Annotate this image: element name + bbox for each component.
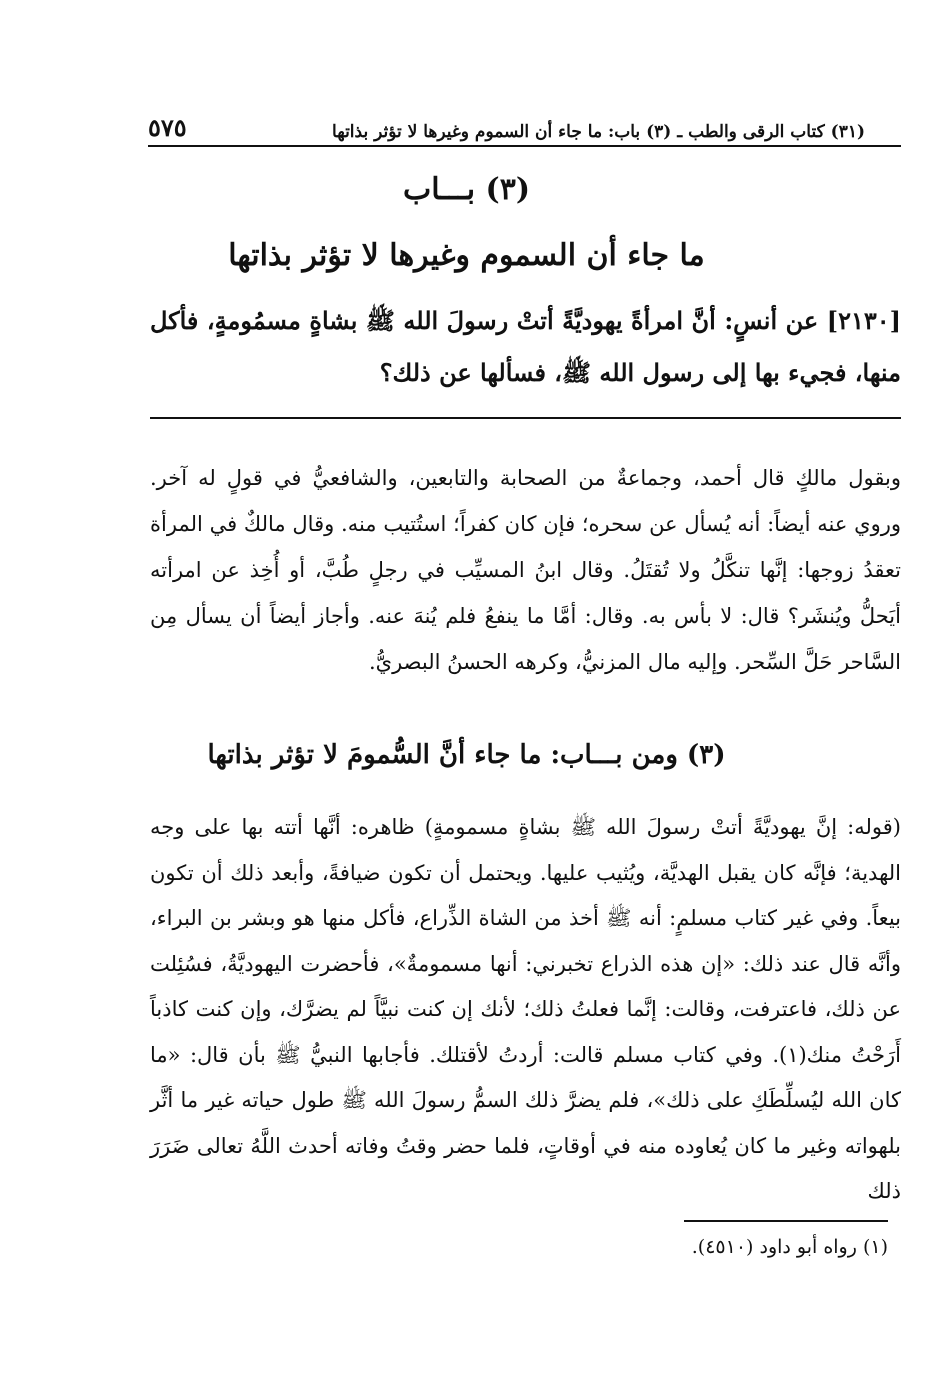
chapter-title: ما جاء أن السموم وغيرها لا تؤثر بذاتها [228,238,705,273]
page-number: ٥٧٥ [148,113,187,142]
section-divider [150,417,901,419]
explanation-paragraph: (قوله: إنَّ يهوديَّةً أتتْ رسولَ الله ﷺ بشاةٍ مسمومةٍ) ظاهره: أنَّها أتته بها على وجه الهدية؛ فإنَّه كان يقبل الهديَّة، ويُثيب عليها. ويحتمل أن تكون ضيافةً، وأبعد ذلك أن تكون بيعاً. وفي غير كتاب مسلمٍ: أنه ﷺ أخذ من الشاة الذِّراع، فأكل منها هو وبشر بن البراء، وأنَّه قال عند ذلك: «إن هذه الذراع تخبرني: أنها مسمومةٌ»، فأحضرت اليهوديَّةُ، فسُئِلت عن ذلك، فاعترفت، وقالت: إنَّما فعلتُ ذلك؛ لأنك إن كنت نبيَّاً لم يضرَّك، وإن كنت كاذباً أَرَحْتُ منك(١). وفي كتاب مسلم قالت: أردتُ لأقتلك. فأجابها النبيُّ ﷺ بأن قال: «ما كان الله ليُسلِّطَكِ على ذلك»، فلم يضرَّ ذلك السمُّ رسولَ الله ﷺ طول حياته غير ما أثَّر بلهواته وغير ما كان يُعاوده منه في أوقاتٍ، فلما حضر وقتُ وفاته أحدث اللَّهُ تعالى ضَرَرَ ذلك [150,815,901,1203]
running-header [148,110,865,142]
running-title: (٣١) كتاب الرقى والطب ـ (٣) باب: ما جاء أن السموم وغيرها لا تؤثر بذاتها [332,122,865,142]
footnote: (١) رواه أبو داود (٤٥١٠). [691,1236,888,1258]
footnote-divider [684,1220,888,1222]
chapter-heading: (٣) بـــاب [402,172,531,207]
section-heading: (٣) ومن بـــاب: ما جاء أنَّ السُّمومَ لا تؤثر بذاتها [207,740,726,770]
hadith-text: [٢١٣٠] عن أنسٍ: أنَّ امرأةً يهوديَّةً أتتْ رسولَ الله ﷺ بشاةٍ مسمُومةٍ، فأكل منها، فجيء بها إلى رسول الله ﷺ، فسألها عن ذلك؟ [150,306,901,387]
header-divider [148,145,901,147]
commentary-paragraph: وبقول مالكٍ قال أحمد، وجماعةٌ من الصحابة والتابعين، والشافعيُّ في قولٍ له آخر. وروي عنه أيضاً: أنه يُسأل عن سحره؛ فإن كان كفراً؛ استُتيب منه. وقال مالكٌ في المرأة تعقدُ زوجها: إنَّها تنكَّلُ ولا تُقتَلُ. وقال ابنُ المسيِّب في رجلٍ طُبَّ، أو أُخِذ عن امرأته أيَحلُّ ويُنشَر؟ قال: لا بأس به. وقال: أمَّا ما ينفعُ فلم يُنهَ عنه. وأجاز أيضاً أن يسأل مِن السَّاحر حَلَّ السِّحر. وإليه مال المزنيُّ، وكرهه الحسنُ البصريُّ. [150,466,901,674]
